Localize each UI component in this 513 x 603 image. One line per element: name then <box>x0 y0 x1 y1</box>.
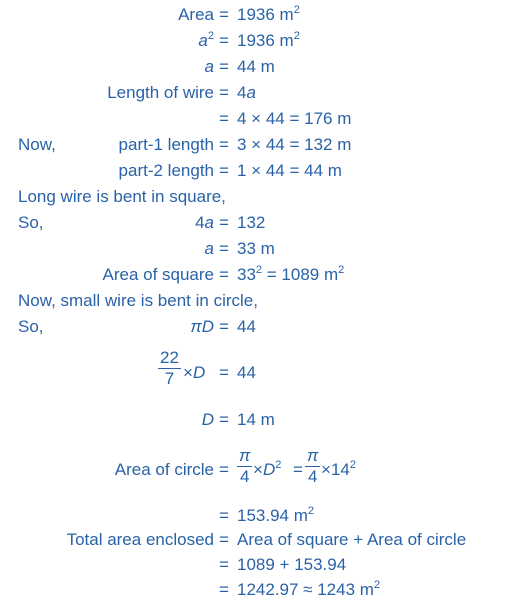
times-d <box>183 362 205 384</box>
fraction-22-over-7 <box>158 348 181 389</box>
equals-sign: = <box>219 57 229 76</box>
superscript: 2 <box>293 30 300 42</box>
label-pi-d <box>190 316 214 338</box>
fraction-denominator: 4 <box>307 467 318 486</box>
line-part-1 <box>0 134 513 158</box>
line-part-2 <box>0 160 513 184</box>
line-a <box>0 56 513 80</box>
times-d-squared <box>253 459 281 481</box>
variable-d: D <box>262 460 276 479</box>
equals-sign: = <box>219 580 229 599</box>
superscript: 2 <box>207 30 214 42</box>
equals-sign: = <box>219 460 229 479</box>
superscript: 2 <box>349 459 356 471</box>
line-d <box>0 409 513 433</box>
equals-sign: = <box>219 239 229 258</box>
value-text: 1936 m <box>237 5 294 24</box>
value-total-sum: 1089 + 153.94 <box>237 555 347 574</box>
superscript: 2 <box>255 264 263 276</box>
label-a: a <box>204 57 214 76</box>
word-so: So, <box>18 317 44 336</box>
fraction-numerator: π <box>239 446 251 465</box>
equals-sign: = <box>219 506 229 525</box>
label-part-2: part-2 length <box>118 161 214 180</box>
value-fraction-d: 44 <box>237 363 256 382</box>
value-text: 1936 m <box>237 31 294 50</box>
line-circle-result <box>0 505 513 529</box>
value-4a-result: 132 <box>237 213 266 232</box>
times-sign: × <box>253 460 263 479</box>
fraction-numerator: 22 <box>160 348 179 367</box>
times-sign: × <box>321 460 331 479</box>
superscript: 2 <box>338 264 345 276</box>
value-text: 4 <box>195 213 205 232</box>
equals-sign: = <box>219 410 229 429</box>
line-area <box>0 4 513 28</box>
value-part-1: 3 × 44 = 132 m <box>237 135 352 154</box>
line-long-wire <box>0 186 513 210</box>
line-4a <box>0 212 513 236</box>
line-total-area <box>0 529 513 553</box>
label-area-of-circle: Area of circle <box>114 460 214 479</box>
fraction-pi-over-4-2 <box>305 446 320 487</box>
value-total-result <box>237 579 380 601</box>
variable-a: a <box>204 213 214 232</box>
label-area: Area <box>178 5 214 24</box>
equals-sign: = <box>219 5 229 24</box>
label-part-1: part-1 length <box>118 135 214 154</box>
label-length-of-wire: Length of wire <box>107 83 214 102</box>
fraction-pi-over-4 <box>237 446 252 487</box>
word-now: Now, <box>18 135 56 154</box>
equals-sign: = <box>219 363 229 382</box>
value-text: 4 <box>237 83 247 102</box>
value-text: 14 <box>330 460 350 479</box>
value-text: 1242.97 ≈ 1243 m <box>237 580 374 599</box>
label-a-squared <box>198 30 214 52</box>
value-a-squared <box>237 30 300 52</box>
line-length-of-wire <box>0 82 513 106</box>
equals-sign: = <box>219 555 229 574</box>
superscript: 2 <box>275 459 282 471</box>
variable-a: a <box>198 31 208 50</box>
equals-sign: = <box>219 265 229 284</box>
line-fraction-d <box>0 348 513 388</box>
value-area <box>237 4 300 26</box>
equals-sign: = <box>219 83 229 102</box>
label-total-area: Total area enclosed <box>66 530 214 549</box>
value-text: 33 <box>237 265 256 284</box>
text-long-wire: Long wire is bent in square, <box>18 187 226 206</box>
line-total-result <box>0 579 513 603</box>
times-sign: × <box>183 363 193 382</box>
text-small-wire: Now, small wire is bent in circle, <box>18 291 258 310</box>
line-area-of-square <box>0 264 513 288</box>
line-small-wire <box>0 290 513 314</box>
symbol-pi: π <box>190 317 202 336</box>
line-a-squared <box>0 30 513 54</box>
value-a-square: 33 m <box>237 239 275 258</box>
equals-sign: = <box>219 135 229 154</box>
label-d: D <box>201 410 214 429</box>
value-text: 153.94 m <box>237 506 308 525</box>
label-4a <box>195 212 214 234</box>
value-total-expression: Area of square + Area of circle <box>237 530 467 549</box>
value-d: 14 m <box>237 410 275 429</box>
value-4a <box>237 82 256 104</box>
value-part-2: 1 × 44 = 44 m <box>237 161 342 180</box>
fraction-denominator: 7 <box>164 369 175 388</box>
line-wire-total <box>0 108 513 132</box>
equals-sign: = <box>219 109 229 128</box>
variable-d: D <box>201 317 214 336</box>
label-area-of-square: Area of square <box>102 265 214 284</box>
variable-d: D <box>192 363 206 382</box>
line-pi-d <box>0 316 513 340</box>
superscript: 2 <box>373 579 381 591</box>
line-total-sum <box>0 554 513 578</box>
line-a-square <box>0 238 513 262</box>
fraction-numerator: π <box>307 446 319 465</box>
equals-sign: = <box>219 31 229 50</box>
fraction-denominator: 4 <box>239 467 250 486</box>
value-wire-total: 4 × 44 = 176 m <box>237 109 352 128</box>
equals-sign-2: = <box>293 460 303 479</box>
word-so: So, <box>18 213 44 232</box>
label-a: a <box>204 239 214 258</box>
value-pi-d: 44 <box>237 317 256 336</box>
value-text: = 1089 m <box>266 265 339 284</box>
value-circle-result <box>237 505 314 527</box>
equals-sign: = <box>219 161 229 180</box>
value-a: 44 m <box>237 57 275 76</box>
superscript: 2 <box>293 4 300 16</box>
value-area-of-square <box>237 264 344 286</box>
variable-a: a <box>246 83 256 102</box>
equals-sign: = <box>219 530 229 549</box>
line-area-of-circle <box>0 446 513 486</box>
times-14-squared <box>321 459 356 481</box>
superscript: 2 <box>307 505 315 517</box>
equals-sign: = <box>219 213 229 232</box>
equals-sign: = <box>219 317 229 336</box>
